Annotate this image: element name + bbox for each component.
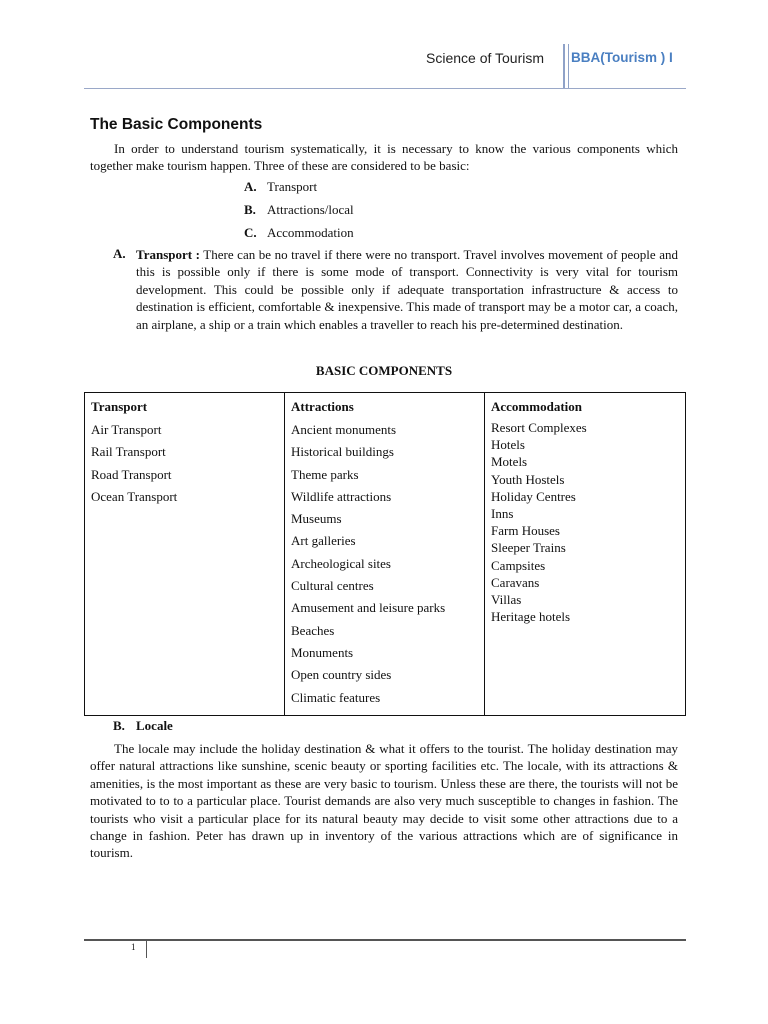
list-item: Sleeper Trains bbox=[491, 540, 566, 556]
column-header: Transport bbox=[91, 399, 148, 414]
transport-paragraph bbox=[136, 246, 678, 333]
section-title: The Basic Components bbox=[90, 116, 263, 133]
header-divider-thin bbox=[568, 44, 569, 88]
list-item: Museums bbox=[291, 511, 342, 527]
list-item: Rail Transport bbox=[91, 444, 166, 460]
page-number: 1 bbox=[131, 942, 136, 952]
list-item: Climatic features bbox=[291, 689, 381, 705]
list-label: B. bbox=[244, 202, 256, 217]
list-text: Accommodation bbox=[267, 225, 354, 240]
column-header: Attractions bbox=[291, 399, 354, 414]
list-item-transport bbox=[244, 179, 317, 195]
attractions-column bbox=[285, 393, 485, 716]
list-item: Theme parks bbox=[291, 466, 359, 482]
transport-column bbox=[85, 393, 285, 716]
footer-divider bbox=[146, 941, 147, 958]
list-item: Caravans bbox=[491, 574, 540, 590]
header-rule bbox=[84, 88, 686, 89]
list-item: Road Transport bbox=[91, 466, 172, 482]
list-item: Resort Complexes bbox=[491, 420, 587, 435]
list-item: Campsites bbox=[491, 557, 546, 573]
list-item: Hotels bbox=[491, 437, 525, 453]
page-header bbox=[0, 44, 768, 90]
list-item-accommodation bbox=[244, 225, 354, 241]
list-item: Cultural centres bbox=[291, 578, 374, 594]
locale-label: B. bbox=[113, 718, 125, 733]
list-item: Monuments bbox=[291, 644, 354, 660]
accommodation-column bbox=[485, 393, 686, 716]
list-item: Holiday Centres bbox=[491, 488, 576, 504]
list-item: Motels bbox=[491, 454, 528, 470]
list-item: Air Transport bbox=[91, 422, 162, 437]
intro-paragraph: In order to understand tourism systematically, it is necessary to know the various components which together make tourism happen. Three of these are considered to be basic: bbox=[90, 141, 678, 174]
transport-text: There can be no travel if there were no transport. Travel involves movement of people and this is possible only if there is some mode of transport. Connectivity is very vital for tourism development. This could be possible only if adequate transportation infrastructure & access to destination is efficient, comfortable & inexpensive. This made of transport may be a motor car, a coach, an airplane, a ship or a train which enables a traveller to reach his pre-determined destination. bbox=[136, 247, 678, 332]
list-item: Historical buildings bbox=[291, 444, 394, 460]
transport-label: A. bbox=[113, 246, 126, 261]
list-item-attractions bbox=[244, 202, 354, 218]
list-item: Inns bbox=[491, 506, 514, 522]
locale-heading bbox=[113, 718, 173, 734]
locale-title: Locale bbox=[136, 718, 173, 733]
list-item: Villas bbox=[491, 592, 522, 608]
list-item: Ancient monuments bbox=[291, 422, 397, 437]
list-item: Beaches bbox=[291, 622, 335, 638]
header-title: Science of Tourism bbox=[426, 50, 545, 66]
list-item: Heritage hotels bbox=[491, 609, 571, 625]
list-label: A. bbox=[244, 179, 257, 194]
table-row bbox=[85, 393, 686, 716]
transport-lead: Transport : bbox=[136, 247, 200, 262]
locale-paragraph: The locale may include the holiday destination & what it offers to the tourist. The holiday destination may offer natural attractions like sunshine, scenic beauty or sporting facilities etc. The locale, with its attractions & amenities, is the most important as these are very basic to tourism. Unless these are there, the tourists will not be motivated to to to a particular place. Tourist demands are also very much susceptible to changes in fashion. The tourists who visit a particular place for its natural beauty may decide to visit some other attractions due to a change in fashion. Peter has drawn up in inventory of the various attractions which are of significance in tourism. bbox=[90, 741, 678, 861]
list-item: Archeological sites bbox=[291, 555, 391, 571]
list-text: Transport bbox=[267, 179, 318, 194]
list-item: Amusement and leisure parks bbox=[291, 600, 446, 616]
header-divider bbox=[563, 44, 565, 88]
list-item: Youth Hostels bbox=[491, 471, 565, 487]
list-item: Farm Houses bbox=[491, 523, 560, 539]
list-item: Open country sides bbox=[291, 667, 392, 683]
column-header: Accommodation bbox=[491, 399, 582, 414]
header-course-badge: BBA(Tourism ) I bbox=[571, 50, 673, 65]
table-title: BASIC COMPONENTS bbox=[315, 363, 453, 378]
components-table bbox=[84, 392, 686, 716]
list-label: C. bbox=[244, 225, 257, 240]
footer-rule bbox=[84, 939, 686, 941]
list-item: Ocean Transport bbox=[91, 488, 178, 504]
list-text: Attractions/local bbox=[267, 202, 354, 217]
list-item: Art galleries bbox=[291, 533, 356, 549]
list-item: Wildlife attractions bbox=[291, 488, 392, 504]
